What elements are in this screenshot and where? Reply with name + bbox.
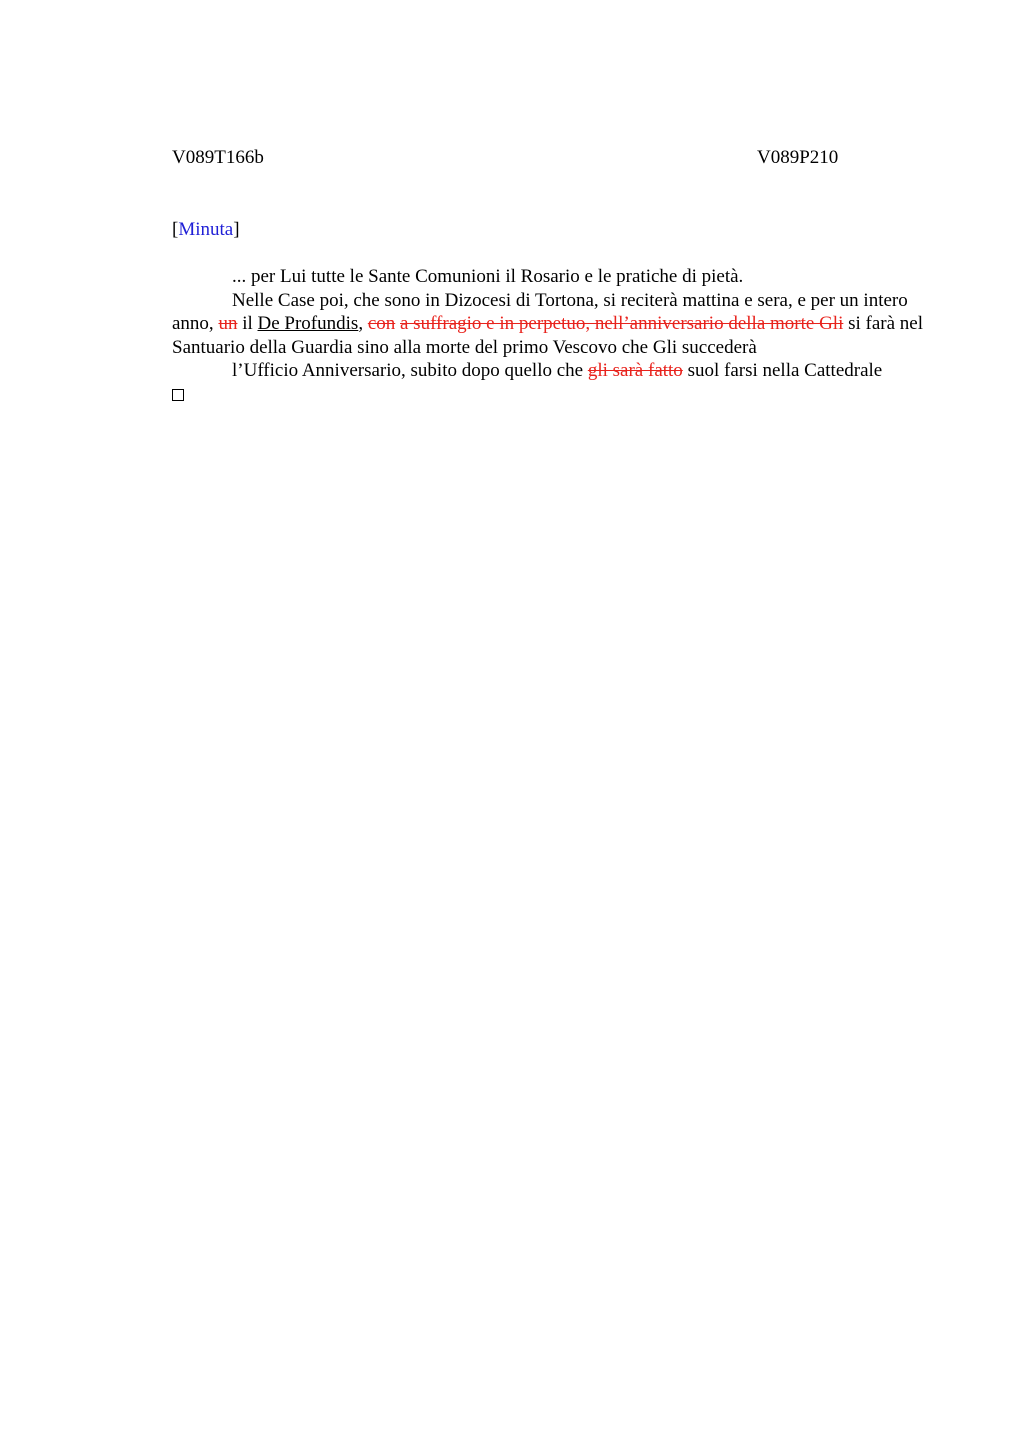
section-label-text: Minuta <box>178 219 234 240</box>
paragraph-2-text-2: il <box>237 313 258 334</box>
end-marker-line <box>172 383 932 408</box>
section-label <box>172 218 240 242</box>
document-body <box>172 265 932 407</box>
deleted-text: a suffragio e in perpetuo, nell’anniversario della morte Gli <box>400 313 844 334</box>
paragraph-1: ... per Lui tutte le Sante Comunioni il Rosario e le pratiche di pietà. <box>232 266 744 287</box>
paragraph-2 <box>172 289 932 360</box>
paragraph-2-text-1: Nelle Case poi, che sono in Dizocesi di Tortona, si reciterà mattina e sera, e per un intero anno, <box>172 289 908 334</box>
bracket-open: [ <box>172 219 179 240</box>
underlined-title: De Profundis <box>257 313 359 334</box>
paragraph-3-text-1: l’Ufficio Anniversario, subito dopo quello che <box>232 360 588 381</box>
deleted-text: un <box>218 313 238 334</box>
paragraph-2-text-3: , <box>358 313 368 334</box>
paragraph-3-text-2: suol farsi nella Cattedrale <box>682 360 883 381</box>
deleted-text: gli sarà fatto <box>587 360 683 381</box>
paragraph-2-text-5: si farà nel Santuario della Guardia sino alla morte del primo Vescovo che Gli succederà <box>172 313 924 358</box>
document-code-left: V089T166b <box>172 147 264 168</box>
empty-square-icon <box>172 389 184 401</box>
paragraph-3 <box>172 359 932 383</box>
deleted-text: con <box>367 313 396 334</box>
bracket-close: ] <box>233 219 240 240</box>
document-code-right: V089P210 <box>757 147 839 168</box>
